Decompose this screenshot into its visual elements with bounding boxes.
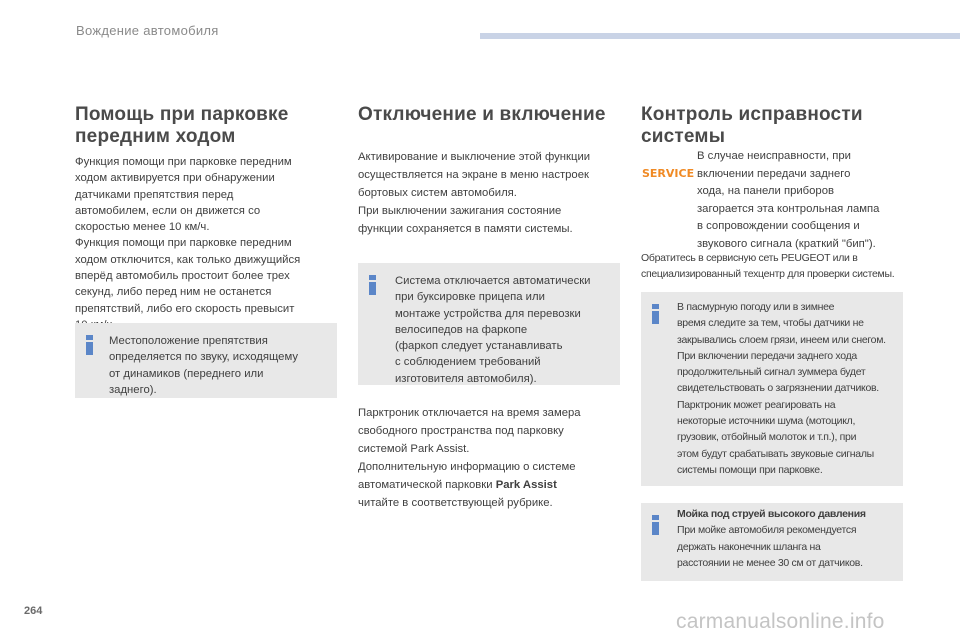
heading-front-parking: Помощь при парковке передним ходом bbox=[75, 104, 289, 147]
pressure-wash-heading: Мойка под струей высокого давления bbox=[677, 508, 866, 520]
park-assist-text: Парктроник отключается на время замера свободного пространства под парковку системой Park Assist. Дополнительную информацию о системе автоматической парковки Park Assist читайте в соответствующей рубрике. bbox=[358, 407, 581, 509]
header-bar bbox=[480, 33, 960, 39]
column-front-parking bbox=[75, 104, 337, 333]
service-warning-icon bbox=[641, 163, 695, 181]
info-box-obstacle-location bbox=[75, 323, 337, 398]
info-icon bbox=[86, 335, 93, 355]
info-box-pressure-wash bbox=[641, 503, 903, 581]
on-off-text: Активирование и выключение этой функции осуществляется на экране в меню настроек бортовых систем автомобиля. При выключении зажигания состояние функции сохраняется в памяти системы. bbox=[358, 151, 591, 235]
info-icon bbox=[369, 275, 376, 295]
front-parking-text: Функция помощи при парковке передним ходом активируется при обнаружении датчиками препятствия перед автомобилем, если он движется со скоростью менее 10 км/ч. Функция помощи при парковке передним ходом отключится, как только движущийся вперёд автомобиль простоит более трех секунд, либо перед ним не останется препятствий, либо его скорость превысит bbox=[75, 156, 301, 315]
info-box-towing bbox=[358, 263, 620, 385]
info-text-pressure-wash: Мойка под струей высокого давления При мойке автомобиля рекомендуется держать наконечник шланга на расстоянии не менее 30 см от датчиков. bbox=[677, 508, 866, 569]
info-text-towing: Система отключается автоматически при буксировке прицепа или монтаже устройства для перевозки велосипедов на фаркопе (фаркоп следует устанавливать с соблюдением требований изготовителя автомобиля). bbox=[395, 275, 591, 385]
info-box-sensor-dirt bbox=[641, 292, 903, 486]
svg-text:SERVICE: SERVICE bbox=[642, 167, 695, 180]
info-text-obstacle: Местоположение препятствия определяется по звуку, исходящему от динамиков (переднего или заднего). bbox=[109, 335, 298, 396]
watermark: carmanualsonline.info bbox=[676, 610, 885, 633]
info-icon bbox=[652, 515, 659, 535]
column-system-check bbox=[641, 104, 903, 148]
contact-service-text: Обратитесь в сервисную сеть PEUGEOT или в специализированный техцентр для проверки системы. bbox=[641, 252, 895, 281]
info-icon bbox=[652, 304, 659, 324]
column-on-off bbox=[358, 104, 620, 238]
heading-system-check: Контроль исправности системы bbox=[641, 104, 863, 147]
info-text-sensor-dirt: В пасмурную погоду или в зимнее время следите за тем, чтобы датчики не закрывались слоем грязи, инеем или снегом. При включении передачи заднего хода продолжительный сигнал зуммера будет свидетельствовать о загрязнении датчиков. Парктроник может реагировать на некоторые источники шума (мотоцикл, грузовик, отбойный молоток и т.п.), при этом будут срабатывать звуковые сигналы системы помощи при парковке. bbox=[677, 301, 886, 476]
section-title: Вождение автомобиля bbox=[76, 23, 219, 38]
park-assist-link: Park Assist bbox=[495, 479, 557, 491]
page-number: 264 bbox=[24, 605, 43, 617]
service-lamp-text: В случае неисправности, при включении передачи заднего хода, на панели приборов загорается эта контрольная лампа в сопровождении сообщения и звукового сигнала (краткий "бип"). bbox=[697, 150, 880, 250]
heading-on-off: Отключение и включение bbox=[358, 104, 606, 125]
